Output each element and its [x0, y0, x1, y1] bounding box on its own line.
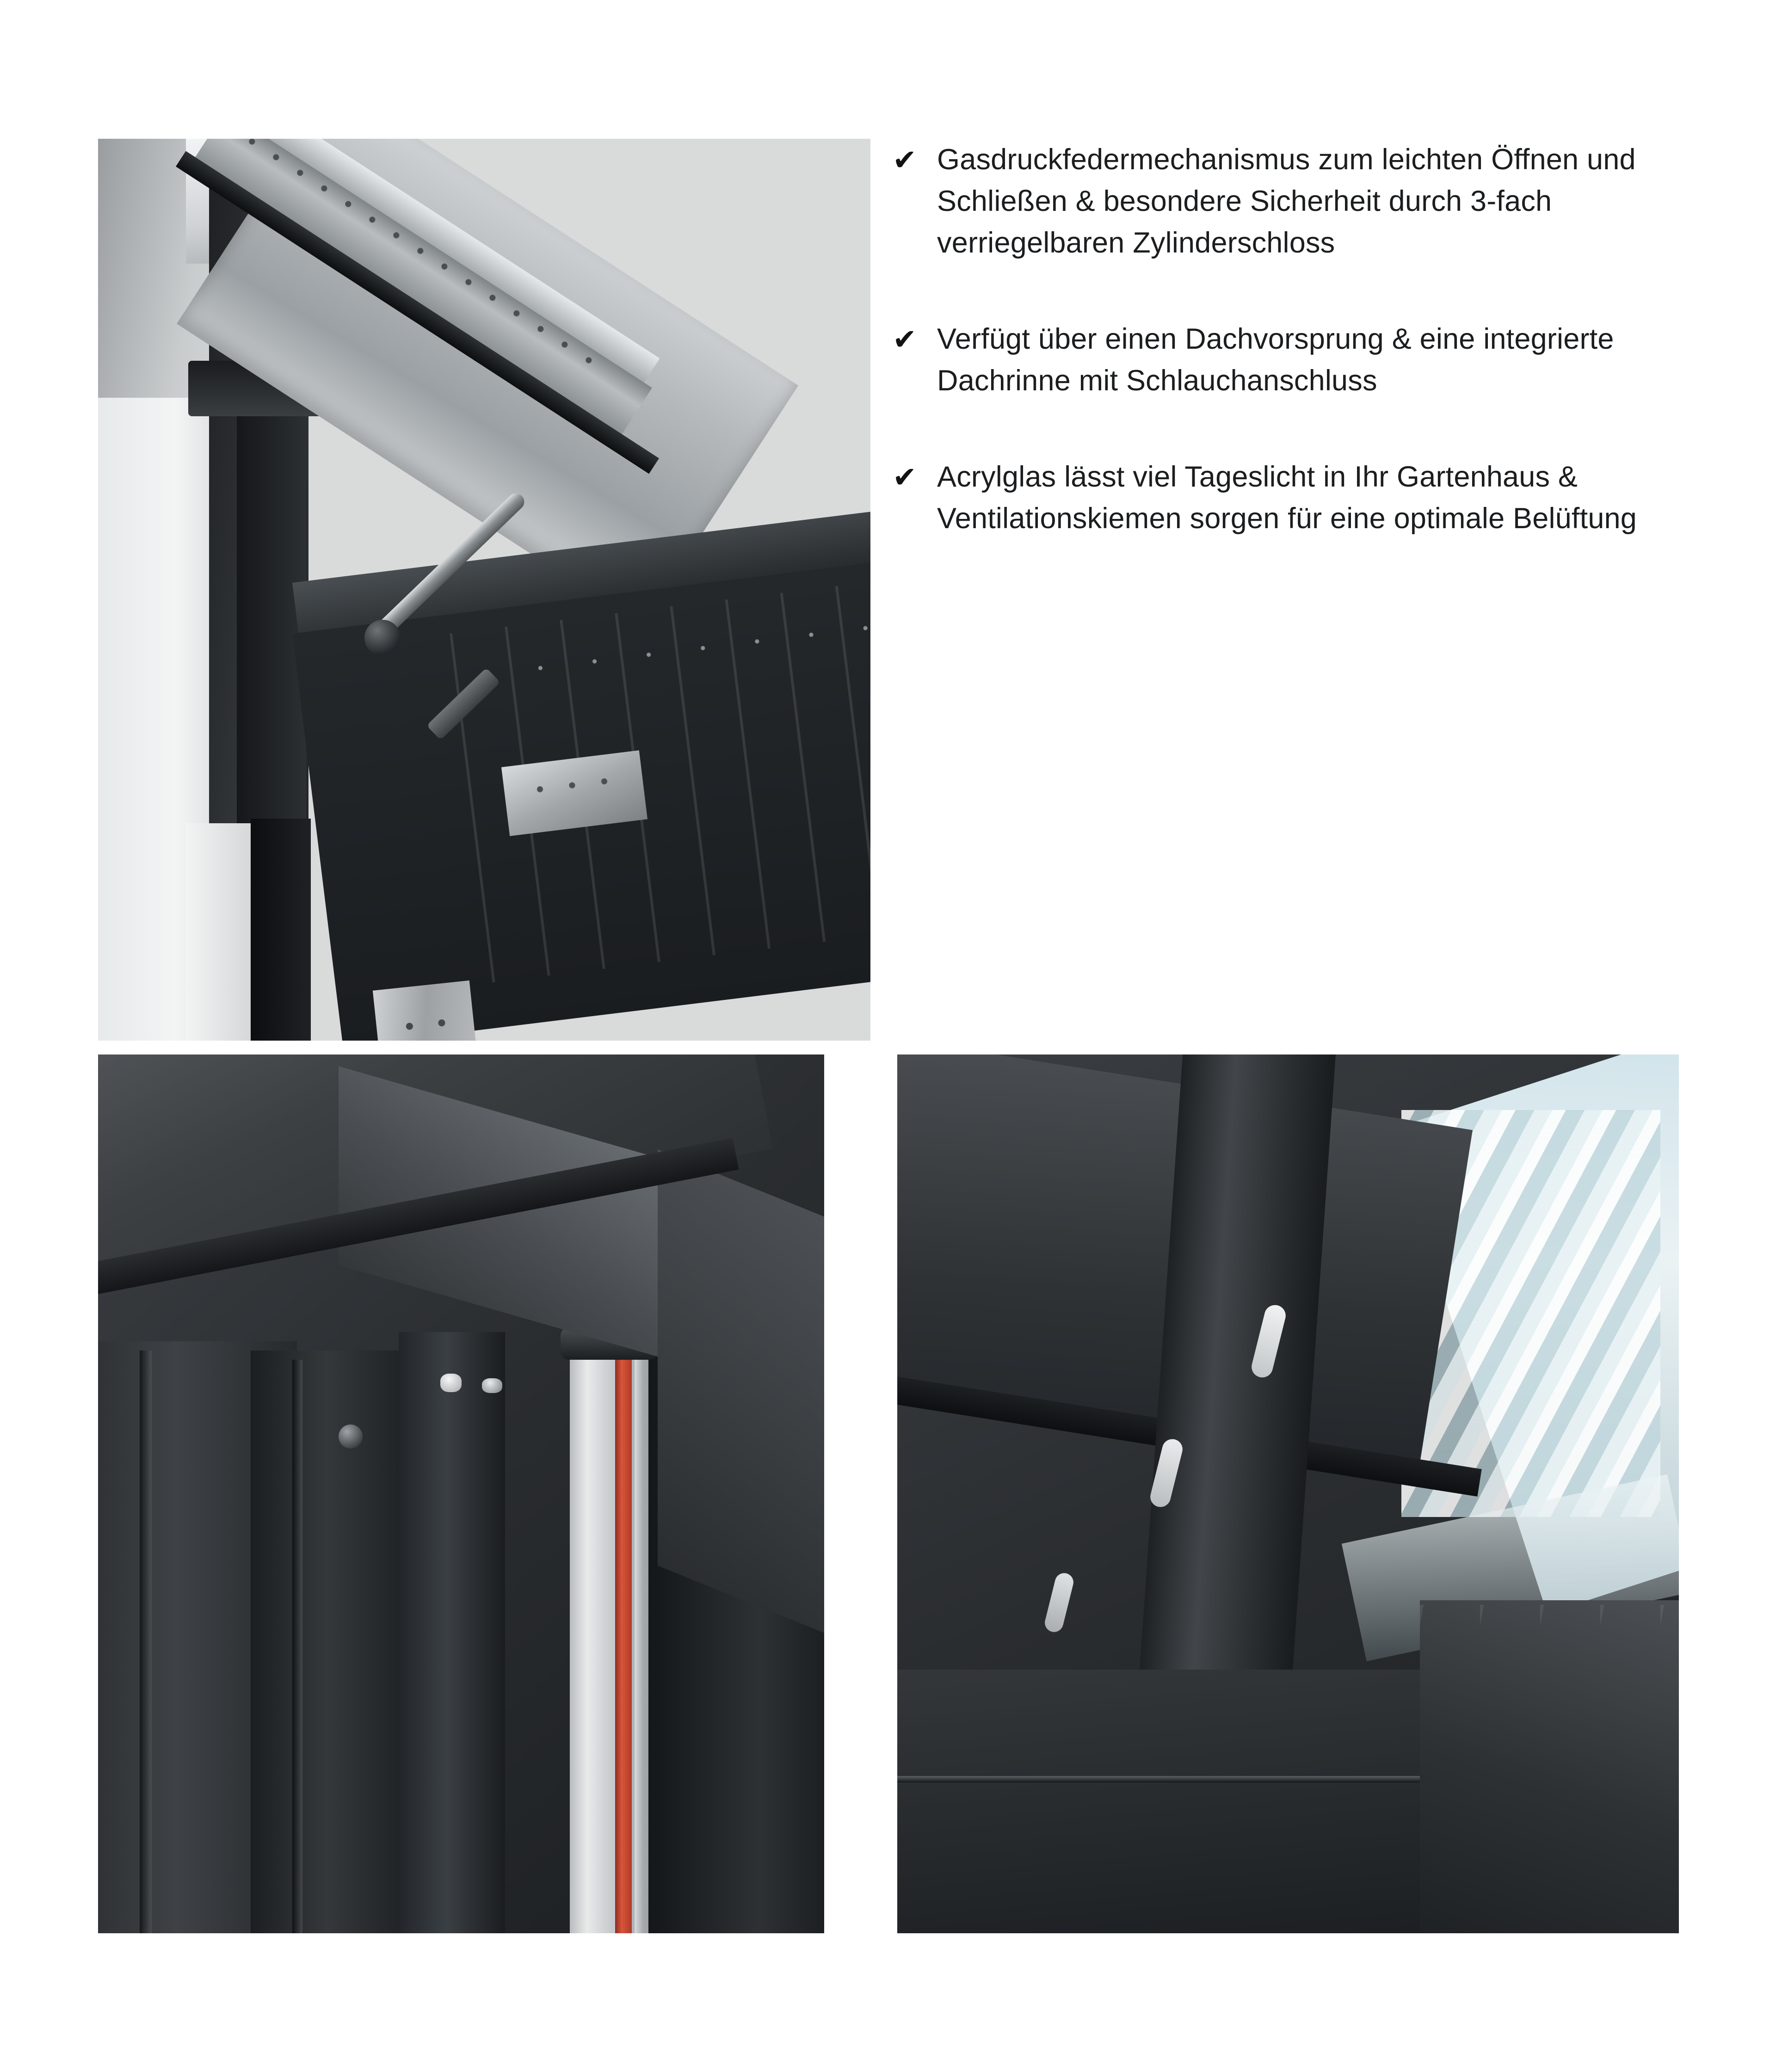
- image-roof-corner-seal-detail: [98, 1054, 824, 1933]
- photo1-light-strip: [186, 823, 255, 1041]
- photo2-middle-panel: [251, 1350, 403, 1933]
- photo2-highlight-screw: [440, 1374, 462, 1392]
- feature-text: Gasdruckfedermechanismus zum leichten Öffnen und Schließen & besondere Sicherheit durch 3-fach verriegelbaren Zylinderschloss: [937, 143, 1636, 259]
- photo2-middle-groove: [292, 1360, 302, 1933]
- feature-item: [893, 318, 1679, 401]
- photo1-door-gap: [251, 819, 311, 1041]
- feature-text: Verfügt über einen Dachvorsprung & eine integrierte Dachrinne mit Schlauchanschluss: [937, 323, 1614, 397]
- image-gas-strut-lid-detail: [98, 139, 870, 1041]
- photo2-left-groove: [140, 1350, 152, 1933]
- photo2-seal-red-stripe: [615, 1355, 632, 1933]
- photo1-gas-strut-ball-joint: [364, 620, 401, 656]
- photo2-corner-post: [399, 1332, 505, 1933]
- photo2-highlight-screw-2: [482, 1378, 502, 1393]
- photo2-screw-head: [339, 1424, 363, 1449]
- photo2-roof-right-face: [658, 1149, 824, 1644]
- feature-item: [893, 456, 1679, 539]
- photo3-wall-ribs: [1420, 1605, 1679, 1929]
- checkmark-icon: ✔: [893, 144, 917, 176]
- photo1-hinge-holes: [392, 1005, 466, 1041]
- photo2-seal-highlight: [635, 1355, 643, 1933]
- feature-list: [893, 139, 1679, 594]
- checkmark-icon: ✔: [893, 324, 917, 356]
- feature-item: [893, 139, 1679, 264]
- checkmark-icon: ✔: [893, 462, 917, 494]
- feature-text: Acrylglas lässt viel Tageslicht in Ihr Gartenhaus & Ventilationskiemen sorgen für eine optimale Belüftung: [937, 461, 1637, 535]
- image-ventilation-louvre-acrylic-detail: [897, 1054, 1679, 1933]
